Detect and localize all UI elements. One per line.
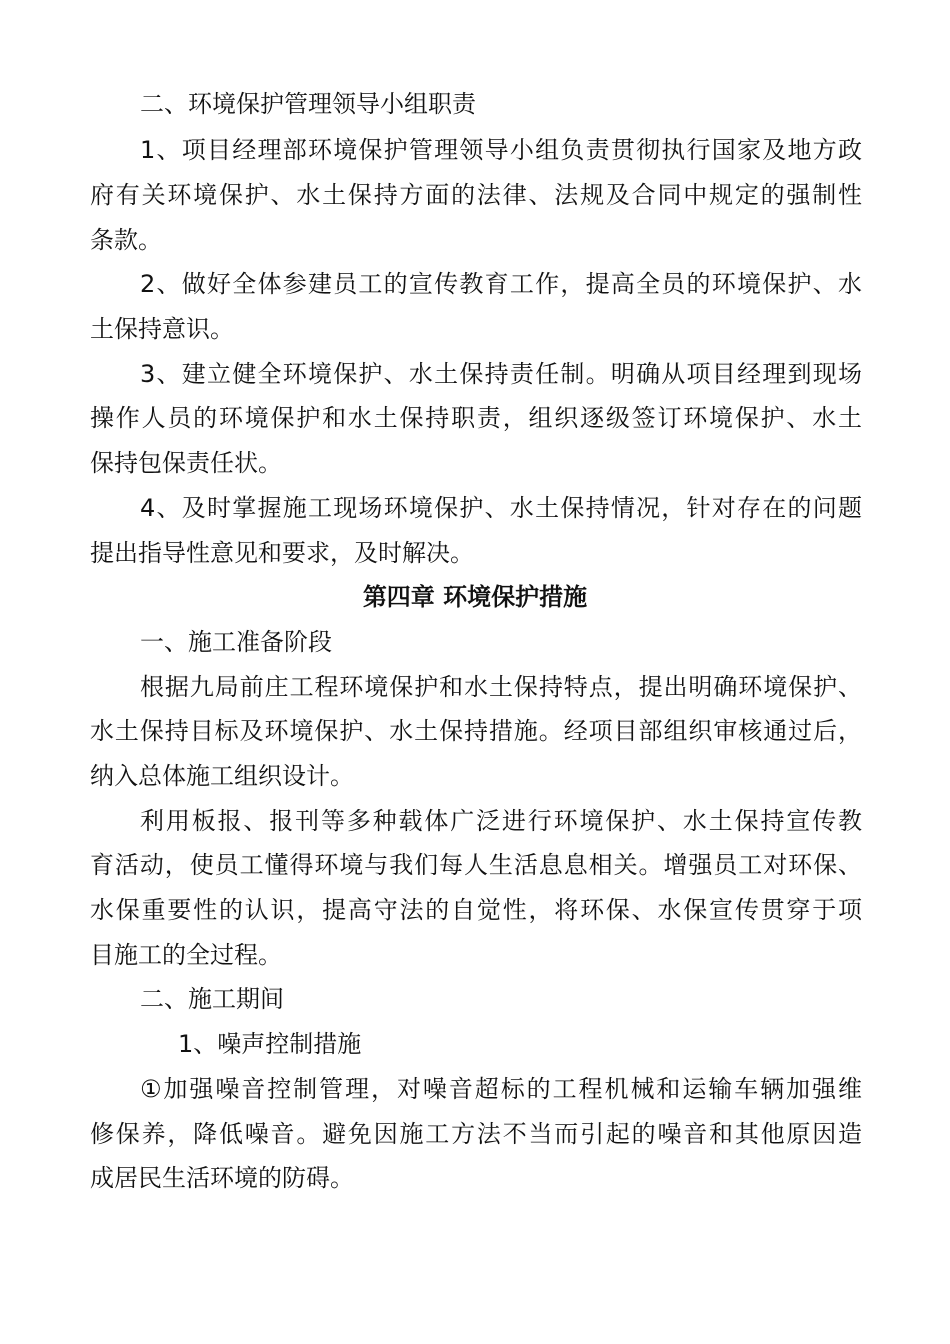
- paragraph-item2-line2: 土保持意识。: [90, 315, 234, 343]
- paragraph-item4-line1: 4、及时掌握施工现场环境保护、水土保持情况，针对存在的问题: [140, 494, 862, 522]
- paragraph-item3-line3: 保持包保责任状。: [90, 449, 282, 477]
- section-heading-construction-period: 二、施工期间: [140, 985, 284, 1013]
- chapter-heading: 第四章 环境保护措施: [362, 583, 588, 611]
- paragraph-prep1-line3: 纳入总体施工组织设计。: [90, 762, 354, 790]
- paragraph-item1-line1: 1、项目经理部环境保护管理领导小组负责贯彻执行国家及地方政: [140, 136, 862, 164]
- paragraph-noise1-line1: ①加强噪音控制管理，对噪音超标的工程机械和运输车辆加强维: [140, 1075, 862, 1103]
- paragraph-item3-line1: 3、建立健全环境保护、水土保持责任制。明确从项目经理到现场: [140, 360, 862, 388]
- section-heading-preparation-stage: 一、施工准备阶段: [140, 628, 332, 656]
- paragraph-noise1-line2: 修保养，降低噪音。避免因施工方法不当而引起的噪音和其他原因造: [90, 1120, 862, 1148]
- paragraph-item1-line3: 条款。: [90, 226, 162, 254]
- paragraph-prep1-line2: 水土保持目标及环境保护、水土保持措施。经项目部组织审核通过后，: [90, 717, 862, 745]
- paragraph-prep2-line4: 目施工的全过程。: [90, 941, 282, 969]
- paragraph-item3-line2: 操作人员的环境保护和水土保持职责，组织逐级签订环境保护、水土: [90, 404, 862, 432]
- subsection-heading-noise-control: 1、噪声控制措施: [178, 1030, 362, 1058]
- paragraph-noise1-line3: 成居民生活环境的防碍。: [90, 1164, 354, 1192]
- paragraph-prep2-line1: 利用板报、报刊等多种载体广泛进行环境保护、水土保持宣传教: [140, 807, 862, 835]
- paragraph-prep2-line2: 育活动，使员工懂得环境与我们每人生活息息相关。增强员工对环保、: [90, 851, 862, 879]
- paragraph-prep2-line3: 水保重要性的认识，提高守法的自觉性，将环保、水保宣传贯穿于项: [90, 896, 862, 924]
- paragraph-item2-line1: 2、做好全体参建员工的宣传教育工作，提高全员的环境保护、水: [140, 270, 862, 298]
- paragraph-item4-line2: 提出指导性意见和要求，及时解决。: [90, 539, 474, 567]
- section-heading-leadership-duties: 二、环境保护管理领导小组职责: [140, 90, 476, 118]
- paragraph-prep1-line1: 根据九局前庄工程环境保护和水土保持特点，提出明确环境保护、: [140, 673, 862, 701]
- paragraph-item1-line2: 府有关环境保护、水土保持方面的法律、法规及合同中规定的强制性: [90, 181, 862, 209]
